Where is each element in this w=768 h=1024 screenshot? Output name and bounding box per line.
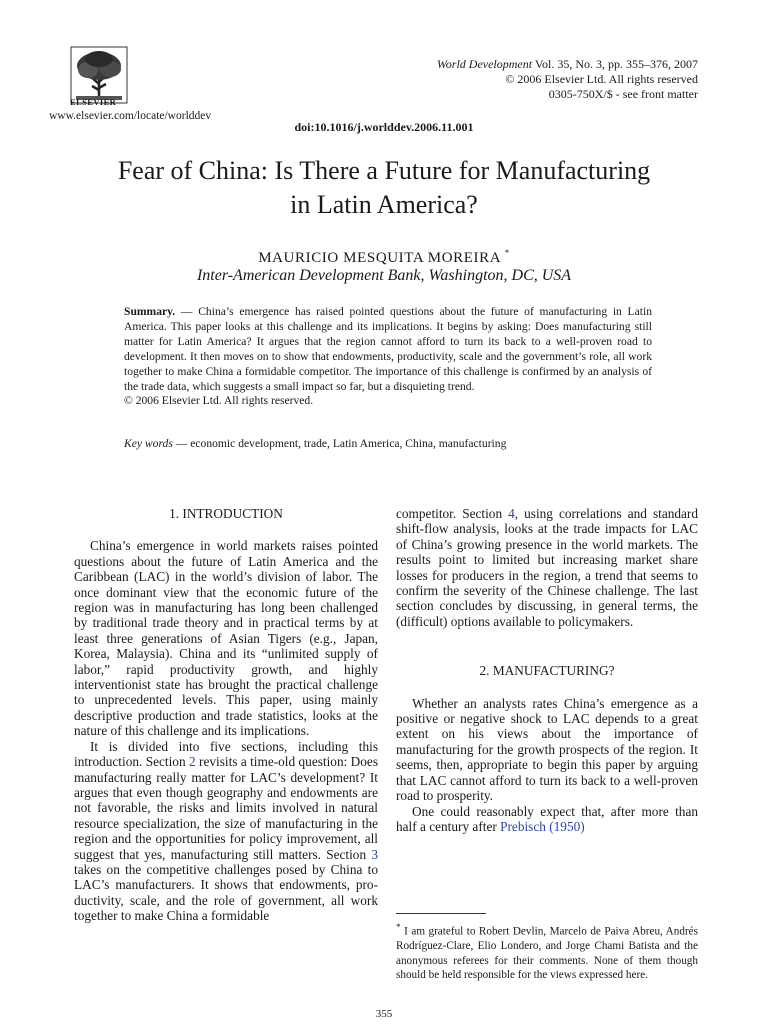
author-name: MAURICIO MESQUITA MOREIRA * xyxy=(258,248,510,266)
journal-copyright: © 2006 Elsevier Ltd. All rights reserved xyxy=(505,72,698,86)
journal-url-link[interactable]: www.elsevier.com/locate/worlddev xyxy=(49,110,212,122)
page-number: 355 xyxy=(375,1008,393,1020)
journal-info xyxy=(437,57,698,102)
section-3-ref-link[interactable]: 3 xyxy=(371,846,378,862)
keywords-label: Key words xyxy=(124,437,173,450)
footnote-text: I am grateful to Robert Devlin, Marcelo de Paiva Abreu, Andrés Rodríguez-Clare, Elio Londero, and Jorge Chami Batista and the anonymous referees for their comments. None of them though should be held responsible for the views expressed here. xyxy=(396,925,698,982)
footnote-divider xyxy=(396,913,486,914)
paragraph: Whether an analysts rates China’s emergence as a positive or negative shock to LAC depends to a great extent on his views about the importance of manufacturing for the growth prospects of the region. It seems, then, appropriate to begin this paper by arguing that LAC cannot afford to turn its back to a well-proven road to prosperity. xyxy=(396,695,698,804)
abstract xyxy=(124,305,652,409)
journal-volume: Vol. 35, No. 3, pp. 355–376, 2007 xyxy=(532,57,698,71)
abstract-copyright: © 2006 Elsevier Ltd. All rights reserved. xyxy=(124,394,314,408)
section-2-ref-link[interactable]: 2 xyxy=(188,754,196,770)
journal-name: World Development xyxy=(436,57,533,71)
prebisch-citation-link[interactable]: Prebisch (1950) xyxy=(500,818,585,834)
journal-issn: 0305-750X/$ - see front matter xyxy=(548,87,698,101)
paragraph: competitor. Section 4, using correlations and standard shift-flow analysis, looks at the trade impacts for LAC of China’s growing presence in the world markets. The results point to limited but increasing market share losses for producers in the region, a trend that seems to confirm the severity of the Chinese challenge. The last section concludes by discussing, in general terms, the (difficult) options available to policymakers. xyxy=(396,506,698,629)
footnote xyxy=(396,921,698,983)
abstract-label: Summary. xyxy=(124,305,176,318)
paragraph: It is divided into five sections, including this introduction. Section 2 revisits a time-old question: Does manufacturing really matter for LAC’s development? It argues that even though geography and endowments are not favorable, the risks and limits involved in natural resource specialization, the size of manufacturing in the region and the opportunities for policy improvement, all suggest that yes, manufacturing still matters. Section 3 takes on the competitive challenges posed by China to LAC’s manufacturers. It shows that endowments, productivity, scale, and the role of government, all work together to make China a formidable xyxy=(74,738,378,924)
doi-link[interactable]: doi:10.1016/j.worlddev.2006.11.001 xyxy=(294,120,474,134)
article-title xyxy=(60,154,708,222)
publisher-name: ELSEVIER xyxy=(70,97,117,107)
author-footnote-mark[interactable]: * xyxy=(504,248,510,258)
keywords xyxy=(124,437,652,450)
abstract-text: — China’s emergence has raised pointed questions about the future of manufacturing in Latin America. This paper looks at this challenge and its implications. It begins by asking: Does manufacturing still matter for Latin America? It argues that the region cannot afford to turn its back to a well-proven road to development. It then moves on to show that endowments, productivity, scale and the government’s role, all work together to make China a formidable competitor. The importance of this challenge is confirmed by an analysis of the trade data, which suggests a small impact so far, but a disquieting trend. xyxy=(124,305,652,393)
body-column-left xyxy=(74,506,378,924)
title-line-1: Fear of China: Is There a Future for Manufacturing xyxy=(117,156,651,185)
paragraph: One could reasonably expect that, after more than half a century after Prebisch (1950) xyxy=(396,803,698,834)
footnote-mark: * xyxy=(396,923,401,933)
journal-citation xyxy=(437,57,698,72)
section-heading-introduction: 1. INTRODUCTION xyxy=(169,506,283,521)
keywords-list: — economic development, trade, Latin America, China, manufacturing xyxy=(172,437,507,450)
body-column-right xyxy=(396,506,698,834)
section-heading-manufacturing: 2. MANUFACTURING? xyxy=(479,663,615,679)
paragraph: China’s emergence in world markets raises pointed questions about the future of Latin America and the Caribbean (LAC) in the world’s division of labor. The once dominant view that the economic future of the region was in manufacturing has long been challenged by traditional trade theory and in practical terms by at least three generations of Asian Tigers (e.g., Japan, Korea, Malaysia). China and its “unlimited supply of labor,” rapid productivity growth, and highly interventionist state has brought the practical challenge to unprecedented levels. This paper, using mainly descriptive production and trade statistics, looks at the nature of this challenge and its implications. xyxy=(74,538,378,739)
elsevier-tree-logo-icon xyxy=(70,46,128,104)
title-line-2: in Latin America? xyxy=(290,190,478,219)
author-affiliation: Inter-American Development Bank, Washington, DC, USA xyxy=(196,267,572,284)
section-4-ref-link[interactable]: 4 xyxy=(508,506,515,521)
